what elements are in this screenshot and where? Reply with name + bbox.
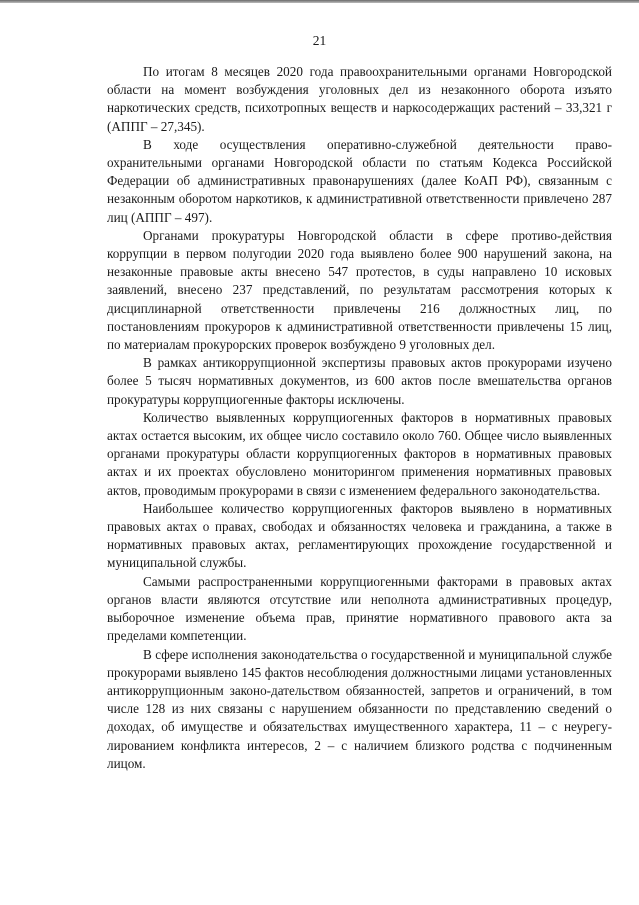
paragraph-common-corruption-factors: Самыми распространенными коррупциогенными факторами в правовых актах органов власти являются отсутствие или неполнота административных процедур, выборочное изменение объема прав, принятие нормативного правового акта за пределами компетенции. [107, 573, 612, 644]
document-body [107, 63, 612, 773]
paragraph-corruption-factors-count: Количество выявленных коррупциогенных факторов в нормативных правовых актах остается высоким, их общее число составило около 760. Общее число выявленных органами прокуратуры области коррупциогенных факторов в нормативных правовых актах и их проектах обусловлено мониторингом применения нормативных правовых актов, проводимым прокурорами в связи с изменением федерального законодательства. [107, 409, 612, 498]
paragraph-civil-service-violations: В сфере исполнения законодательства о государственной и муниципальной службе прокурорами выявлено 145 фактов несоблюдения должностными лицами установленных антикоррупционным законо-дательством обязанностей, запретов и ограничений, в том числе 128 из них связаны с нарушением обязанности по представлению сведений о доходах, об имуществе и обязательствах имущественного характера, 11 – с неурегу-лированием конфликта интересов, 2 – с наличием близкого родства с подчиненным лицом. [107, 646, 612, 771]
paragraph-anti-corruption-violations: Органами прокуратуры Новгородской области в сфере противо-действия коррупции в первом полугодии 2020 года выявлено более 900 нарушений закона, на незаконные правовые акты внесено 547 протестов, в суды направлено 10 исковых заявлений, внесено 237 представлений, по результатам рассмотрения которых к дисциплинарной ответственности привлечены 216 должностных лиц, по постановлениям прокуроров к административной ответственности привлечены 15 лиц, по материалам прокурорских проверок возбуждено 9 уголовных дел. [107, 227, 612, 353]
page-number: 21 [312, 33, 327, 48]
paragraph-drug-seizures: По итогам 8 месяцев 2020 года правоохранительными органами Новгородской области на момент возбуждения уголовных дел из незаконного оборота изъято наркотических средств, психотропных веществ и наркосодержащих растений – 33,321 г (АППГ – 27,345). [107, 64, 612, 134]
paragraph-corruption-factors-areas: Наибольшее количество коррупциогенных факторов выявлено в нормативных правовых актах о правах, свободах и обязанностях человека и гражданина, а также в нормативных правовых актах, регламентирующих прохождение государственной и муниципальной службы. [107, 500, 612, 571]
paragraph-anti-corruption-expertise: В рамках антикоррупционной экспертизы правовых актов прокурорами изучено более 5 тысяч нормативных документов, из 600 актов после вмешательства органов прокуратуры коррупциогенные факторы исключены. [107, 355, 612, 407]
paragraph-administrative-liability: В ходе осуществления оперативно-служебной деятельности право-охранительными органами Новгородской области по статьям Кодекса Российской Федерации об административных правонарушениях (далее КоАП РФ), связанным с незаконным оборотом наркотиков, к административной ответственности привлечено 287 лиц (АППГ – 497). [107, 136, 612, 225]
